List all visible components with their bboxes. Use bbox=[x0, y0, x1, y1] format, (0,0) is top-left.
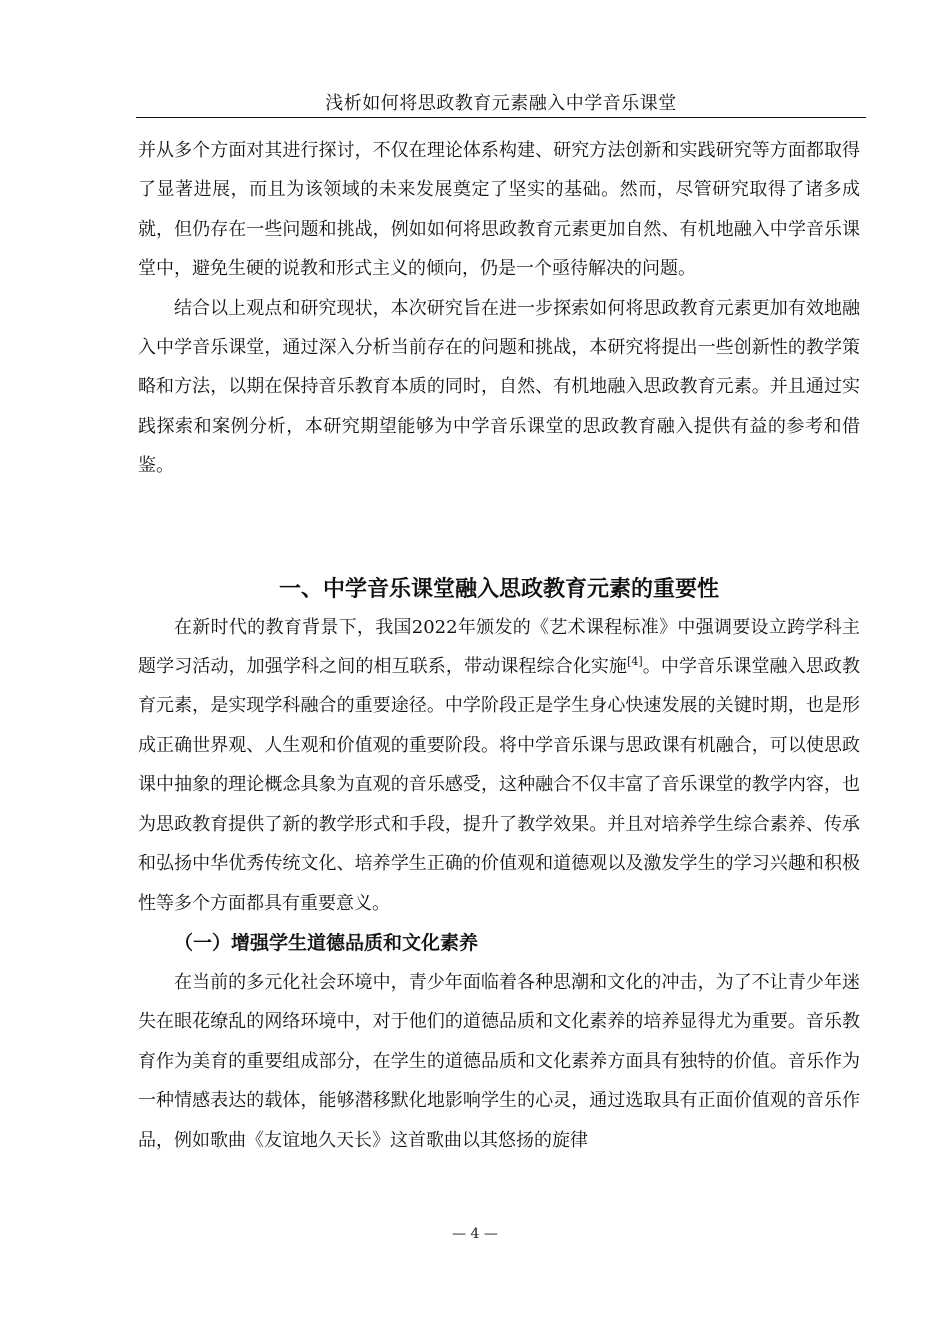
page-content bbox=[138, 131, 860, 1160]
page-number: — 4 — bbox=[452, 1226, 498, 1242]
paragraph-importance bbox=[138, 608, 860, 923]
paragraph-importance-text-start: 在新时代的教育背景下，我国2022年颁发的《艺术课程标准》中强调要设立跨学科主题学习活动，加强学科之间的相互联系，带动课程综合化实施 bbox=[138, 616, 860, 678]
subsection-title: （一）增强学生道德品质和文化素养 bbox=[174, 931, 479, 954]
citation-reference: [4] bbox=[627, 655, 643, 669]
running-header-title: 浅析如何将思政教育元素融入中学音乐课堂 bbox=[325, 93, 677, 114]
paragraph-moral-quality: 在当前的多元化社会环境中，青少年面临着各种思潮和文化的冲击，为了不让青少年迷失在眼花缭乱的网络环境中，对于他们的道德品质和文化素养的培养显得尤为重要。音乐教育作为美育的重要组成部分，在学生的道德品质和文化素养方面具有独特的价值。音乐作为一种情感表达的载体，能够潜移默化地影响学生的心灵，通过选取具有正面价值观的音乐作品，例如歌曲《友谊地久天长》这首歌曲以其悠扬的旋律 bbox=[138, 971, 860, 1151]
paragraph-continued: 并从多个方面对其进行探讨，不仅在理论体系构建、研究方法创新和实践研究等方面都取得了显著进展，而且为该领域的未来发展奠定了坚实的基础。然而，尽管研究取得了诸多成就，但仍存在一些问题和挑战，例如如何将思政教育元素更加自然、有机地融入中学音乐课堂中，避免生硬的说教和形式主义的倾向，仍是一个亟待解决的问题。 bbox=[138, 140, 860, 280]
header-rule bbox=[136, 117, 866, 118]
section-title: 一、中学音乐课堂融入思政教育元素的重要性 bbox=[278, 576, 719, 602]
paragraph-importance-text-end: 。中学音乐课堂融入思政教育元素，是实现学科融合的重要途径。中学阶段正是学生身心快速发展的关键时期，也是形成正确世界观、人生观和价值观的重要阶段。将中学音乐课与思政课有机融合，可以使思政课中抽象的理论概念具象为直观的音乐感受，这种融合不仅丰富了音乐课堂的教学内容，也为思政教育提供了新的教学形式和手段，提升了教学效果。并且对培养学生综合素养、传承和弘扬中华优秀传统文化、培养学生正确的价值观和道德观以及激发学生的学习兴趣和积极性等多个方面都具有重要意义。 bbox=[138, 656, 861, 914]
paragraph-research-aim: 结合以上观点和研究现状，本次研究旨在进一步探索如何将思政教育元素更加有效地融入中学音乐课堂，通过深入分析当前存在的问题和挑战，本研究将提出一些创新性的教学策略和方法，以期在保持音乐教育本质的同时，自然、有机地融入思政教育元素。并且通过实践探索和案例分析，本研究期望能够为中学音乐课堂的思政教育融入提供有益的参考和借鉴。 bbox=[138, 297, 860, 477]
